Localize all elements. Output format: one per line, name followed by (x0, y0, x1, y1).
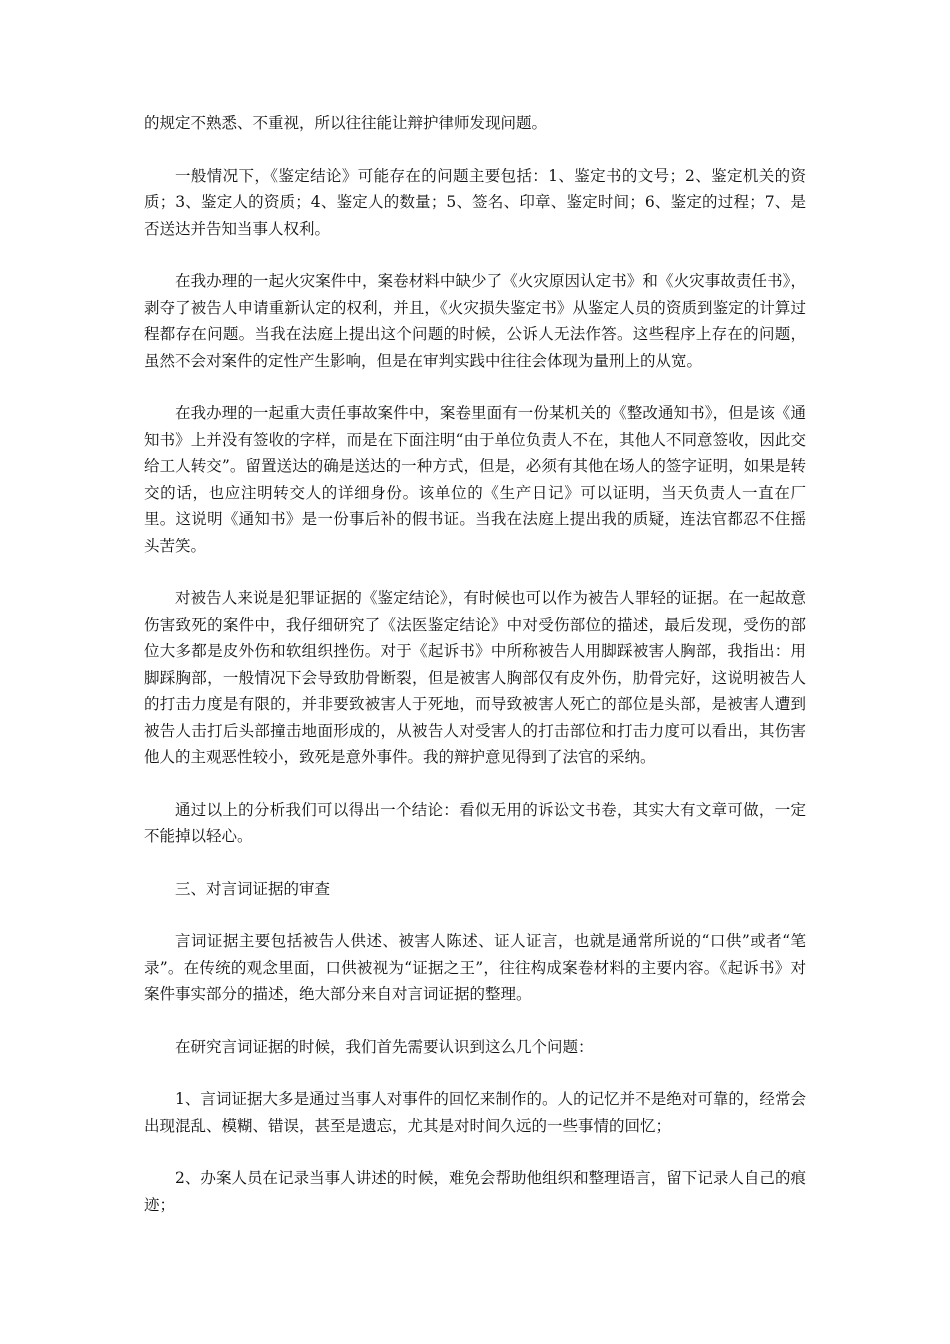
paragraph-verbal-evidence: 言词证据主要包括被告人供述、被害人陈述、证人证言，也就是通常所说的“口供”或者“笔录”。在传统的观念里面，口供被视为“证据之王”，往往构成案卷材料的主要内容。《起诉书》对案件事实部分的描述，绝大部分来自对言词证据的整理。 (144, 932, 806, 1003)
paragraph-issues-intro: 在研究言词证据的时候，我们首先需要认识到这么几个问题： (175, 1037, 594, 1056)
list-item-memory: 1、言词证据大多是通过当事人对事件的回忆来制作的。人的记忆并不是绝对可靠的，经常会出现混乱、模糊、错误，甚至是遗忘，尤其是对时间久远的一些事情的回忆； (144, 1090, 806, 1135)
paragraph-accident-case: 在我办理的一起重大责任事故案件中，案卷里面有一份某机关的《整改通知书》，但是该《通知书》上并没有签收的字样，而是在下面注明“由于单位负责人不在，其他人不同意签收，因此交给工人转交”。留置送达的确是送达的一种方式，但是，必须有其他在场人的签字证明，如果是转交的话，也应注明转交人的详细身份。该单位的《生产日记》可以证明，当天负责人一直在厂里。这说明《通知书》是一份事后补的假书证。当我在法庭上提出我的质疑，连法官都忍不住摇头苦笑。 (144, 404, 806, 555)
paragraph-conclusion: 通过以上的分析我们可以得出一个结论：看似无用的诉讼文书卷，其实大有文章可做，一定不能掉以轻心。 (144, 800, 806, 845)
document-page (144, 110, 806, 1244)
list-item-recording: 2、办案人员在记录当事人讲述的时候，难免会帮助他组织和整理语言，留下记录人自己的痕迹； (144, 1169, 806, 1214)
paragraph-appraisal-issues: 一般情况下，《鉴定结论》可能存在的问题主要包括：1、鉴定书的文号；2、鉴定机关的资质；3、鉴定人的资质；4、鉴定人的数量；5、签名、印章、鉴定时间；6、鉴定的过程；7、是否送达并告知当事人权利。 (144, 166, 806, 238)
paragraph-injury-case: 对被告人来说是犯罪证据的《鉴定结论》，有时候也可以作为被告人罪轻的证据。在一起故意伤害致死的案件中，我仔细研究了《法医鉴定结论》中对受伤部位的描述，最后发现，受伤的部位大多都是皮外伤和软组织挫伤。对于《起诉书》中所称被告人用脚踩被害人胸部，我指出：用脚踩胸部，一般情况下会导致肋骨断裂，但是被害人胸部仅有皮外伤，肋骨完好，这说明被告人的打击力度是有限的，并非要致被害人于死地，而导致被害人死亡的部位是头部，是被害人遭到被告人击打后头部撞击地面形成的，从被告人对受害人的打击部位和打击力度可以看出，其伤害他人的主观恶性较小，致死是意外事件。我的辩护意见得到了法官的采纳。 (144, 589, 806, 766)
paragraph-continuation: 的规定不熟悉、不重视，所以往往能让辩护律师发现问题。 (144, 114, 548, 132)
paragraph-fire-case: 在我办理的一起火灾案件中，案卷材料中缺少了《火灾原因认定书》和《火灾事故责任书》，剥夺了被告人申请重新认定的权利，并且，《火灾损失鉴定书》从鉴定人员的资质到鉴定的计算过程都存在问题。当我在法庭上提出这个问题的时候，公诉人无法作答。这些程序上存在的问题，虽然不会对案件的定性产生影响，但是在审判实践中往往会体现为量刑上的从宽。 (144, 272, 806, 370)
section-heading: 三、对言词证据的审查 (175, 879, 331, 898)
